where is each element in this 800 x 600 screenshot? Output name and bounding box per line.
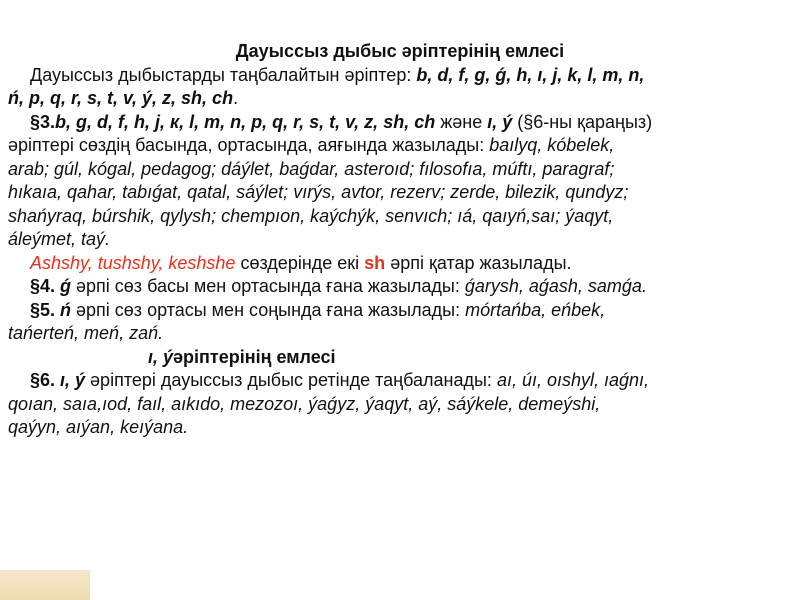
paragraph-letters-list-line-2	[8, 87, 792, 111]
decorative-corner-block	[0, 570, 90, 600]
paragraph-section-6-line-2: qoıan, saıa,ıod, faıl, aıkıdo, mezozoı, ýaǵyz, ýaqyt, aý, sáýkele, demeýshi,	[8, 393, 601, 414]
paragraph-section-3-line-6: áleýmet, taý.	[8, 229, 111, 249]
letters-list-part-2: ń, p, q, r, s, t, v, ý, z, sh, ch	[8, 88, 234, 108]
section-4-examples: ǵarysh, aǵash, samǵa.	[464, 276, 647, 296]
section-4-text: әрпі сөз басы мен ортасында ғана жазылады:	[71, 276, 465, 296]
section-3-text: әріптері сөздің басында, ортасында, аяғында жазылады:	[8, 135, 490, 155]
section-4-number: §4.	[30, 276, 61, 296]
section-3-letters: b, g, d, f, h, j, к, l, m, n, p, q, r, s, t, v, z, sh, ch	[55, 111, 436, 132]
letters-lead-text: Дауыссыз дыбыстарды таңбалайтын әріптер:	[30, 64, 417, 85]
sh-letter: sh	[364, 252, 386, 273]
document-body	[8, 40, 792, 440]
section-5-text: әрпі сөз ортасы мен соңында ғана жазылады:	[71, 299, 466, 320]
paragraph-section-6-line-1	[8, 369, 792, 393]
double-sh-examples: Ashshy, tushshy, keshshe	[30, 252, 236, 273]
section-4-letter: ǵ	[60, 276, 72, 296]
paragraph-section-3-line-4: hıkaıa, qahar, tabıǵat, qatal, sáýlet; vırýs, avtor, rezerv; zerde, bilezik, qundyz;	[8, 182, 629, 202]
section-3-iy-letters: ı, ý	[487, 111, 513, 132]
letters-list-end: .	[233, 88, 239, 108]
paragraph-section-3-line-5: shańyraq, búrshik, qylysh; chempıon, kaýchýk, senvıch; ıá, qaıyń,saı; ýaqyt,	[8, 205, 614, 226]
paragraph-double-sh	[8, 252, 792, 276]
section-3-examples-1: baılyq, kóbelek,	[489, 135, 615, 155]
paragraph-section-5-line-1	[8, 299, 792, 323]
paragraph-section-4	[8, 275, 792, 299]
paragraph-section-3-line-3: arab; gúl, kógal, pedagog; dáýlet, baǵdar, asteroıd; fılosofıa, múftı, paragraf;	[8, 158, 615, 179]
paragraph-section-3-line-2	[8, 134, 792, 158]
page-title: Дауыссыз дыбыс әріптерінің емлесі	[235, 41, 565, 61]
section-3-and: және	[435, 111, 488, 132]
subheading-iy	[8, 346, 792, 370]
section-3-number: §3.	[30, 111, 56, 132]
section-6-letters: ı, ý	[60, 370, 86, 390]
letters-list-part-1: b, d, f, g, ǵ, h, ı, j, k, l, m, n,	[416, 64, 645, 85]
section-6-number: §6.	[30, 370, 61, 390]
double-sh-mid: сөздерінде екі	[235, 252, 365, 273]
paragraph-section-6-line-3: qaýyn, aıýan, keıýana.	[8, 417, 189, 437]
subheading-letters: ı, ý	[148, 346, 174, 367]
section-6-text: әріптері дауыссыз дыбыс ретінде таңбаланады:	[85, 370, 497, 390]
double-sh-end: әрпі қатар жазылады.	[385, 252, 572, 273]
paragraph-section-5-line-2: tańerteń, meń, zań.	[8, 323, 164, 343]
section-5-number: §5.	[30, 299, 61, 320]
paragraph-section-3-line-1	[8, 111, 792, 135]
section-3-reference: (§6-ны қараңыз)	[512, 111, 653, 132]
section-5-examples-1: mórtańba, eńbek,	[465, 299, 606, 320]
subheading-text: әріптерінің емлесі	[173, 346, 336, 367]
section-5-letter: ń	[60, 299, 72, 320]
paragraph-letters-list-line-1	[8, 64, 792, 88]
section-6-examples-1: aı, úı, oıshyl, ıaǵnı,	[496, 370, 650, 390]
